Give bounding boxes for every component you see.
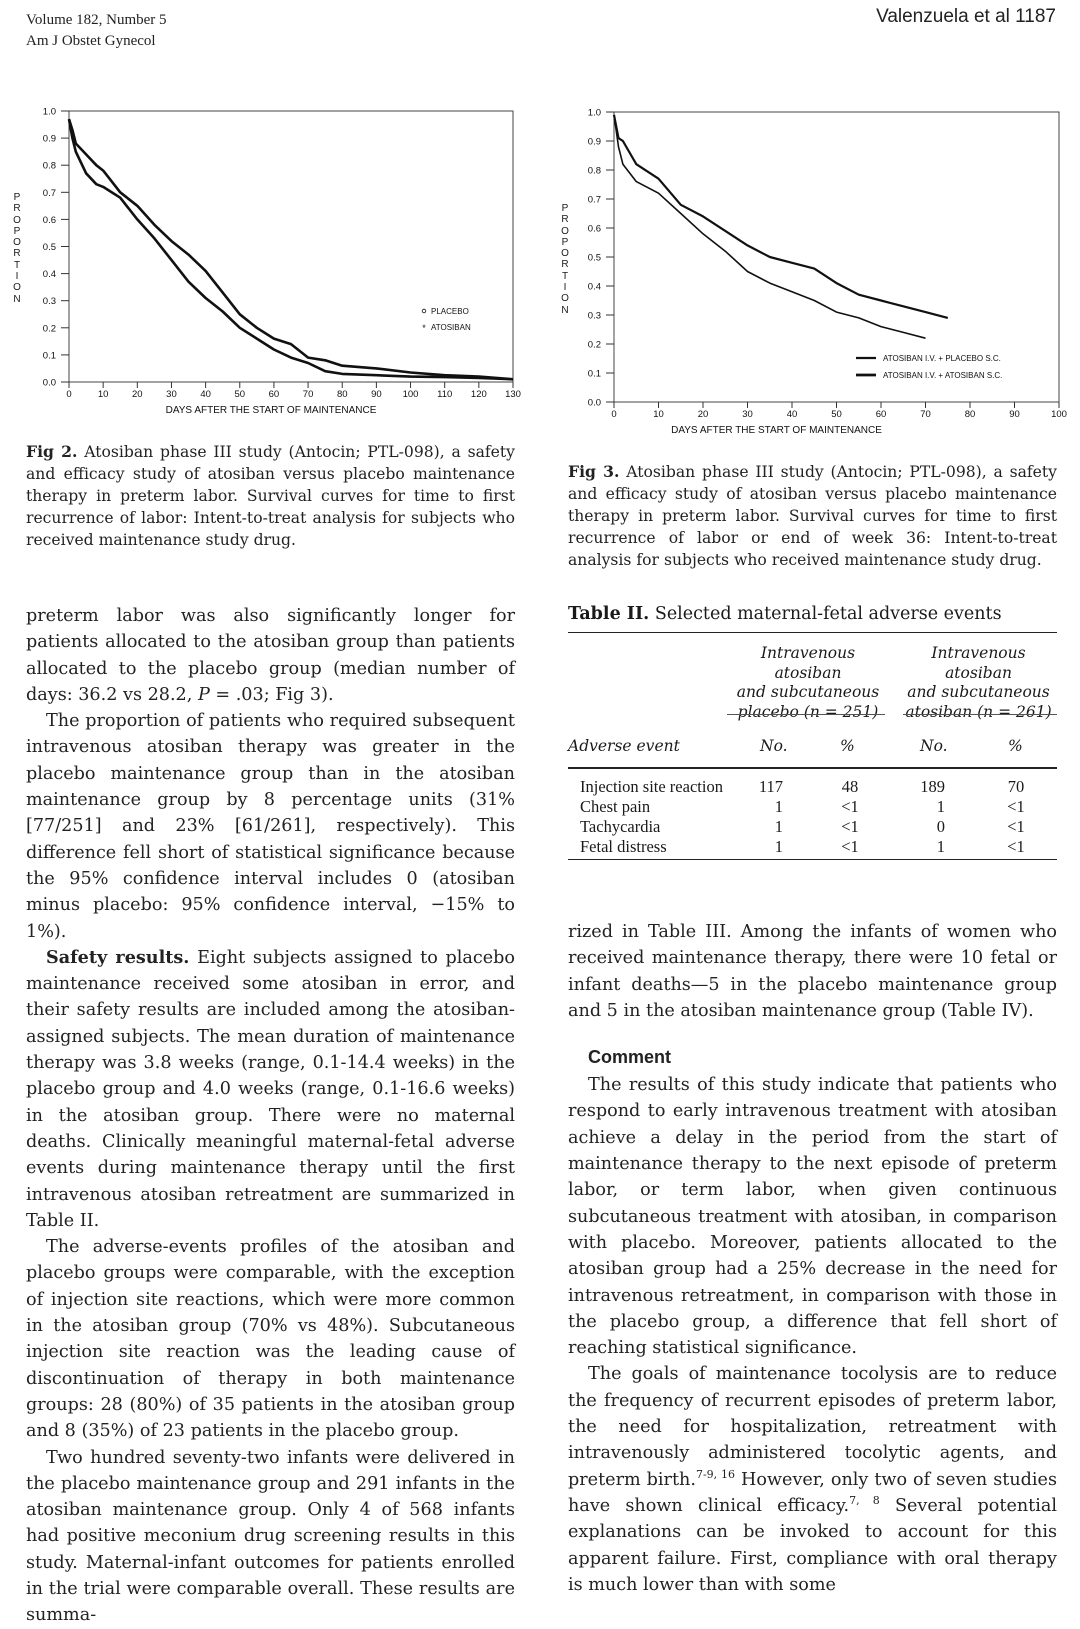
x-tick-label: 120 (470, 389, 487, 400)
x-tick-label: 10 (653, 409, 664, 420)
fig3-chart (540, 100, 1080, 440)
x-tick-label: 20 (132, 389, 143, 400)
legend-label: ATOSIBAN I.V. + ATOSIBAN S.C. (883, 371, 1003, 380)
cell-event: Injection site reaction (580, 777, 723, 796)
col-adverse-event: Adverse event (568, 737, 680, 755)
legend-star-icon: * (422, 323, 426, 333)
fig2-ylabel: P R O P O R T I O N (13, 192, 21, 305)
y-tick-label: 0.3 (42, 296, 56, 308)
y-tick-label: 0.0 (587, 397, 601, 409)
fig2-caption-text: Atosiban phase III study (Antocin; PTL-098), a safety and efficacy study of atosiban versus placebo maintenance therapy in preterm labor. Survival curves for time to first recurrence of labor: Intent-to-treat analysis for subjects who received maintenance study drug. (26, 443, 515, 549)
fig2-caption (26, 441, 515, 551)
paragraph: The goals of maintenance tocolysis are to reduce the frequency of recurrent episodes of preterm labor, the need for hospitalization, retreatment with intravenously administered tocolytic agents, and preterm birth.$^{7-9, 16}$ However, only two of seven studies have shown clinical efficacy.$^{7, 8}$ Several potential explanations can be invoked to account for this apparent failure. First, compliance with oral therapy is much lower than with some (568, 1364, 1057, 1595)
y-tick-label: 0.9 (42, 133, 56, 145)
x-tick-label: 0 (66, 389, 72, 400)
running-header-right: Valenzuela et al 1187 (876, 6, 1056, 27)
x-tick-label: 100 (402, 389, 419, 400)
table-row (568, 777, 1057, 797)
x-tick-label: 80 (336, 389, 348, 400)
y-tick-label: 0.4 (42, 269, 56, 281)
paragraph: rized in Table III. Among the infants of women who received maintenance therapy, there were 10 fetal or infant deaths—5 in the placebo maintenance group and 5 in the atosiban maintenance group (Table IV). (568, 922, 1057, 1021)
x-tick-label: 50 (831, 409, 842, 420)
x-axis-label: DAYS AFTER THE START OF MAINTENANCE (671, 425, 882, 436)
cell-g2-pct: <1 (1007, 797, 1025, 816)
cell-g1-pct: 48 (841, 777, 859, 796)
journal-name: Am J Obstet Gynecol (26, 33, 156, 49)
cell-g2-pct: 70 (1007, 777, 1025, 796)
citation: 7-9, 16 (695, 1467, 736, 1481)
y-tick-label: 0.7 (42, 187, 56, 199)
legend-label: ATOSIBAN (431, 323, 471, 332)
x-tick-label: 20 (697, 409, 709, 420)
col-g2-no: No. (920, 737, 948, 755)
legend-label: PLACEBO (431, 307, 469, 316)
journal-volume: Volume 182, Number 5 (26, 12, 167, 28)
cell-g2-pct: <1 (1007, 817, 1025, 836)
x-tick-label: 70 (302, 389, 314, 400)
y-tick-label: 0.8 (587, 165, 601, 177)
cell-g2-no: 1 (936, 797, 945, 816)
cell-g2-pct: <1 (1007, 837, 1025, 856)
x-tick-label: 60 (875, 409, 887, 420)
fig3-ylabel: P R O P O R T I O N (561, 203, 569, 316)
cell-g1-pct: <1 (841, 797, 859, 816)
x-tick-label: 60 (268, 389, 280, 400)
paragraph: The results of this study indicate that patients who respond to early intravenous treatment with atosiban achieve a delay in the period from the start of maintenance therapy to the next episode of preterm labor, or term labor, when given continuous subcutaneous treatment with atosiban, in comparison with placebo. Moreover, patients allocated to the atosiban group had a 25% decrease in the need for intravenous retreatment, in comparison with those in the placebo group, a difference that fell short of reaching statistical significance. (568, 1075, 1057, 1359)
y-tick-label: 0.3 (587, 310, 601, 322)
col-g2-pct: % (1008, 737, 1023, 755)
x-tick-label: 80 (964, 409, 976, 420)
table-row (568, 817, 1057, 837)
x-tick-label: 40 (786, 409, 798, 420)
y-tick-label: 0.1 (587, 368, 601, 380)
section-heading-comment: Comment (588, 1047, 672, 1068)
y-tick-label: 1.0 (587, 107, 601, 119)
col-g1-no: No. (760, 737, 788, 755)
paragraph: preterm labor was also significantly longer for patients allocated to the atosiban group than patients allocated to the placebo group (median number of days: 36.2 vs 28.2, P = .03; Fig 3). (26, 606, 515, 705)
x-tick-label: 90 (1009, 409, 1020, 420)
table-group2-header: Intravenous atosiban and subcutaneous atosiban (n = 261) (905, 644, 1052, 721)
cell-g1-no: 1 (774, 817, 783, 836)
cell-g1-no: 1 (774, 797, 783, 816)
legend-circle-icon (422, 309, 426, 313)
y-tick-label: 0.0 (42, 377, 56, 389)
y-tick-label: 0.4 (587, 281, 601, 293)
cell-g1-no: 117 (758, 777, 783, 796)
x-tick-label: 30 (742, 409, 753, 420)
series-line (69, 119, 513, 379)
paragraph: The proportion of patients who required subsequent intravenous atosiban therapy was greater in the placebo maintenance group than in the atosiban maintenance group by 8 percentage units (31% [77/251] and 23% [61/261], respectively). This difference fell short of statistical significance because the 95% confidence interval includes 0 (atosiban minus placebo: 95% confidence interval, −15% to 1%). (26, 711, 515, 942)
x-tick-label: 100 (1051, 409, 1067, 420)
y-tick-label: 0.8 (42, 160, 56, 172)
y-tick-label: 0.5 (42, 242, 56, 253)
legend-label: ATOSIBAN I.V. + PLACEBO S.C. (883, 354, 1001, 363)
y-tick-label: 0.7 (587, 194, 601, 206)
running-header-left (26, 10, 167, 52)
x-tick-label: 30 (166, 389, 177, 400)
cell-event: Fetal distress (580, 837, 667, 856)
x-axis-label: DAYS AFTER THE START OF MAINTENANCE (165, 405, 377, 416)
fig3-caption-text: Atosiban phase III study (Antocin; PTL-098), a safety and efficacy study of atosiban versus placebo maintenance therapy in preterm labor. Survival curves for time to first recurrence of labor or end of week 36: Intent-to-treat analysis for subjects who received maintenance study drug. (568, 463, 1057, 569)
table-group1-header: Intravenous atosiban and subcutaneous placebo (n = 251) (736, 644, 880, 721)
x-tick-label: 50 (234, 389, 246, 400)
series-line (614, 115, 926, 338)
cell-g1-pct: <1 (841, 817, 859, 836)
fig2-chart (0, 100, 540, 420)
series-line (69, 119, 513, 379)
cell-g2-no: 189 (920, 777, 945, 796)
y-tick-label: 0.2 (42, 323, 56, 335)
paragraph-safety-results: Safety results. Eight subjects assigned to placebo maintenance received some atosiban in error, and their safety results are included among the atosiban-assigned subjects. The mean duration of maintenance therapy was 3.8 weeks (range, 0.1-14.4 weeks) in the placebo group and 4.0 weeks (range, 0.1-16.6 weeks) in the atosiban group. There were no maternal deaths. Clinically meaningful maternal-fetal adverse events during maintenance therapy until the first intravenous atosiban retreatment are summarized in Table II. (26, 946, 515, 1231)
paragraph: Two hundred seventy-two infants were delivered in the placebo maintenance group and 291 infants in the atosiban maintenance group. Only 4 of 568 infants had positive meconium drug screening results in this study. Maternal-infant outcomes for patients enrolled in the trial were comparable overall. These results are summa- (26, 1447, 515, 1626)
y-tick-label: 0.5 (587, 252, 601, 264)
x-tick-label: 40 (200, 389, 211, 400)
y-tick-label: 0.1 (42, 350, 56, 362)
y-tick-label: 0.6 (42, 214, 56, 226)
x-tick-label: 0 (611, 409, 617, 420)
section-subheading: Safety results. (46, 946, 190, 968)
fig2-caption-label: Fig 2. (26, 442, 78, 461)
citation: 7, 8 (849, 1494, 880, 1508)
y-tick-label: 0.9 (587, 136, 601, 148)
x-tick-label: 130 (505, 389, 521, 400)
cell-g2-no: 0 (936, 817, 945, 836)
x-tick-label: 70 (920, 409, 931, 420)
table-row (568, 837, 1057, 857)
cell-g1-pct: <1 (841, 837, 859, 856)
y-tick-label: 1.0 (42, 106, 56, 118)
right-column-body (568, 919, 1057, 1598)
left-column-body (26, 603, 515, 1629)
cell-event: Chest pain (580, 797, 651, 816)
cell-g1-no: 1 (774, 837, 783, 856)
plot-frame (69, 111, 513, 382)
cell-event: Tachycardia (580, 817, 661, 836)
fig3-caption (568, 461, 1057, 571)
table-row (568, 797, 1057, 817)
paragraph: The adverse-events profiles of the atosiban and placebo groups were comparable, with the exception of injection site reactions, which were more common in the atosiban group (70% vs 48%). Subcutaneous injection site reaction was the leading cause of discontinuation of therapy in both maintenance groups: 28 (80%) of 35 patients in the atosiban group and 8 (35%) of 23 patients in the placebo group. (26, 1237, 515, 1442)
x-tick-label: 110 (437, 389, 453, 400)
x-tick-label: 10 (97, 389, 109, 400)
y-tick-label: 0.2 (587, 339, 601, 351)
col-g1-pct: % (840, 737, 855, 755)
table-2 (568, 604, 1057, 873)
x-tick-label: 90 (371, 389, 382, 400)
fig3-caption-label: Fig 3. (568, 462, 620, 481)
table-title: Table II. Selected maternal-fetal adverse events (568, 604, 1002, 624)
cell-g2-no: 1 (936, 837, 945, 856)
y-tick-label: 0.6 (587, 223, 601, 235)
